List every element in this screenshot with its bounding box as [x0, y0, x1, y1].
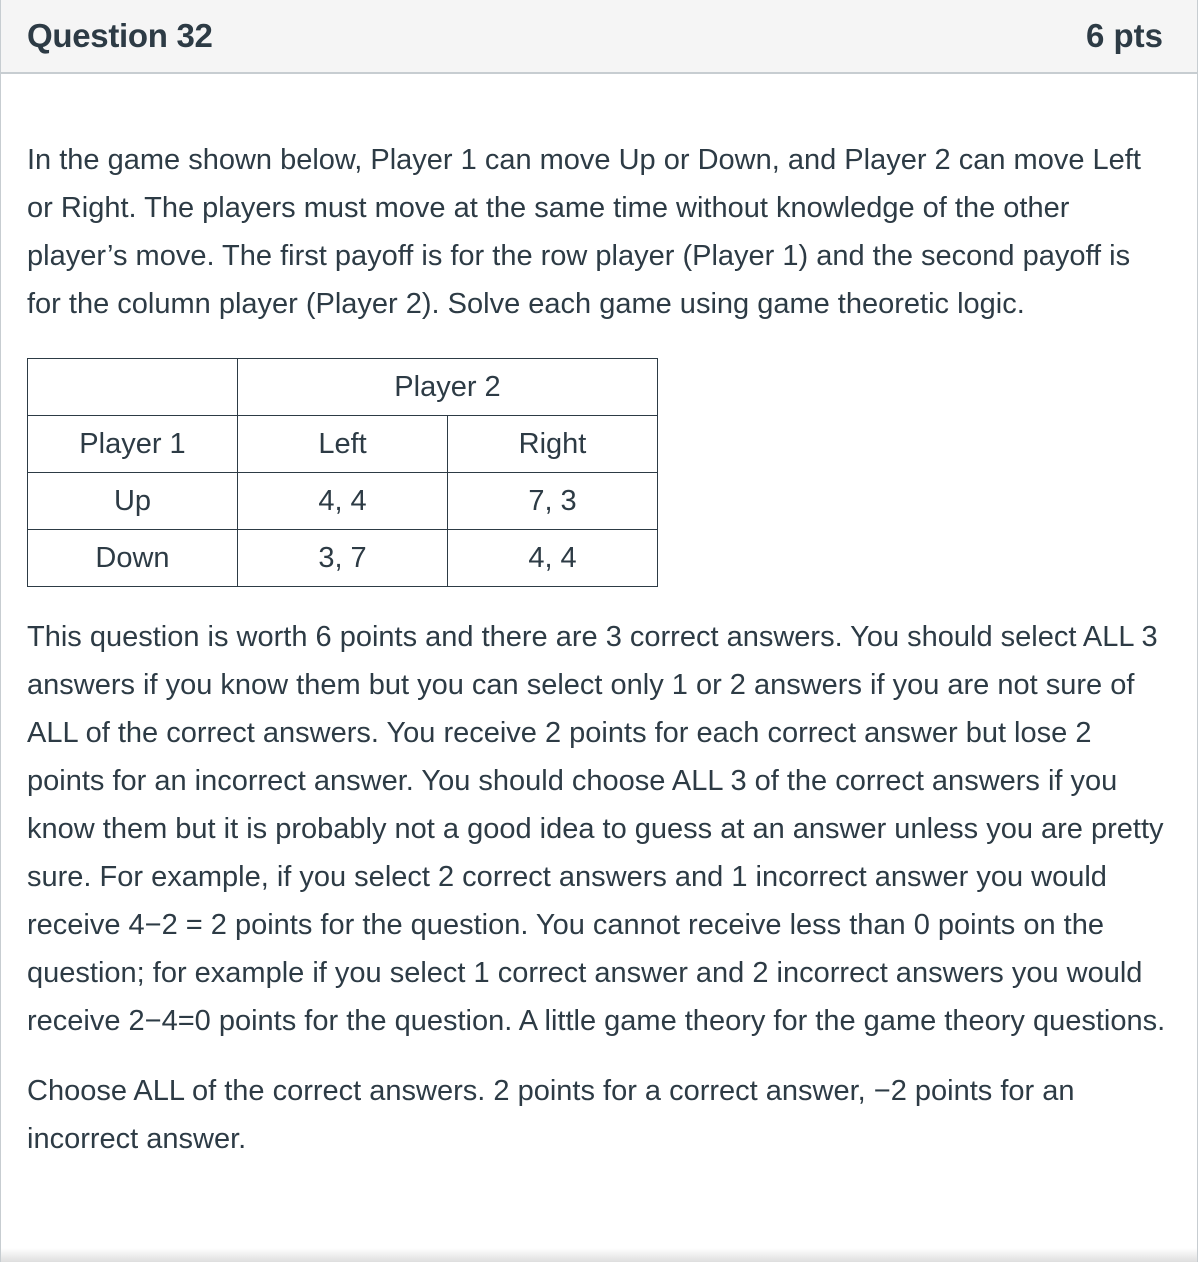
player1-label: Player 1 — [28, 416, 238, 473]
table-row — [28, 416, 658, 473]
table-row — [28, 530, 658, 587]
question-body — [1, 74, 1197, 1163]
payoff-down-left: 3, 7 — [238, 530, 448, 587]
table-cell-empty — [28, 359, 238, 416]
table-row — [28, 359, 658, 416]
question-intro-text: In the game shown below, Player 1 can move Up or Down, and Player 2 can move Left or Right. The players must move at the same time without knowledge of the other player’s move. The first payoff is for the row player (Player 1) and the second payoff is for the column player (Player 2). Solve each game using game theoretic logic. — [27, 144, 1141, 320]
answer-instruction-text: Choose ALL of the correct answers. 2 points for a correct answer, −2 points for an incorrect answer. — [27, 1075, 1075, 1155]
payoff-down-right: 4, 4 — [448, 530, 658, 587]
question-header — [1, 0, 1197, 74]
payoff-matrix-table — [27, 358, 658, 587]
table-row — [28, 473, 658, 530]
question-title: Question 32 — [27, 17, 213, 54]
row-label-down: Down — [28, 530, 238, 587]
player2-header: Player 2 — [238, 359, 658, 416]
column-left-label: Left — [238, 416, 448, 473]
row-label-up: Up — [28, 473, 238, 530]
scoring-rules-text: This question is worth 6 points and there are 3 correct answers. You should select ALL 3 answers if you know them but you can select only 1 or 2 answers if you are not sure of ALL of the correct answers. You receive 2 points for each correct answer but lose 2 points for an incorrect answer. You should choose ALL 3 of the correct answers if you know them but it is probably not a good idea to guess at an answer unless you are pretty sure. For example, if you select 2 correct answers and 1 incorrect answer you would receive 4−2 = 2 points for the question. You cannot receive less than 0 points on the question; for example if you select 1 correct answer and 2 incorrect answers you would receive 2−4=0 points for the question. A little game theory for the game theory questions. — [27, 621, 1166, 1037]
column-right-label: Right — [448, 416, 658, 473]
bottom-fade — [1, 1248, 1197, 1262]
payoff-up-left: 4, 4 — [238, 473, 448, 530]
payoff-up-right: 7, 3 — [448, 473, 658, 530]
question-points: 6 pts — [1085, 17, 1163, 54]
